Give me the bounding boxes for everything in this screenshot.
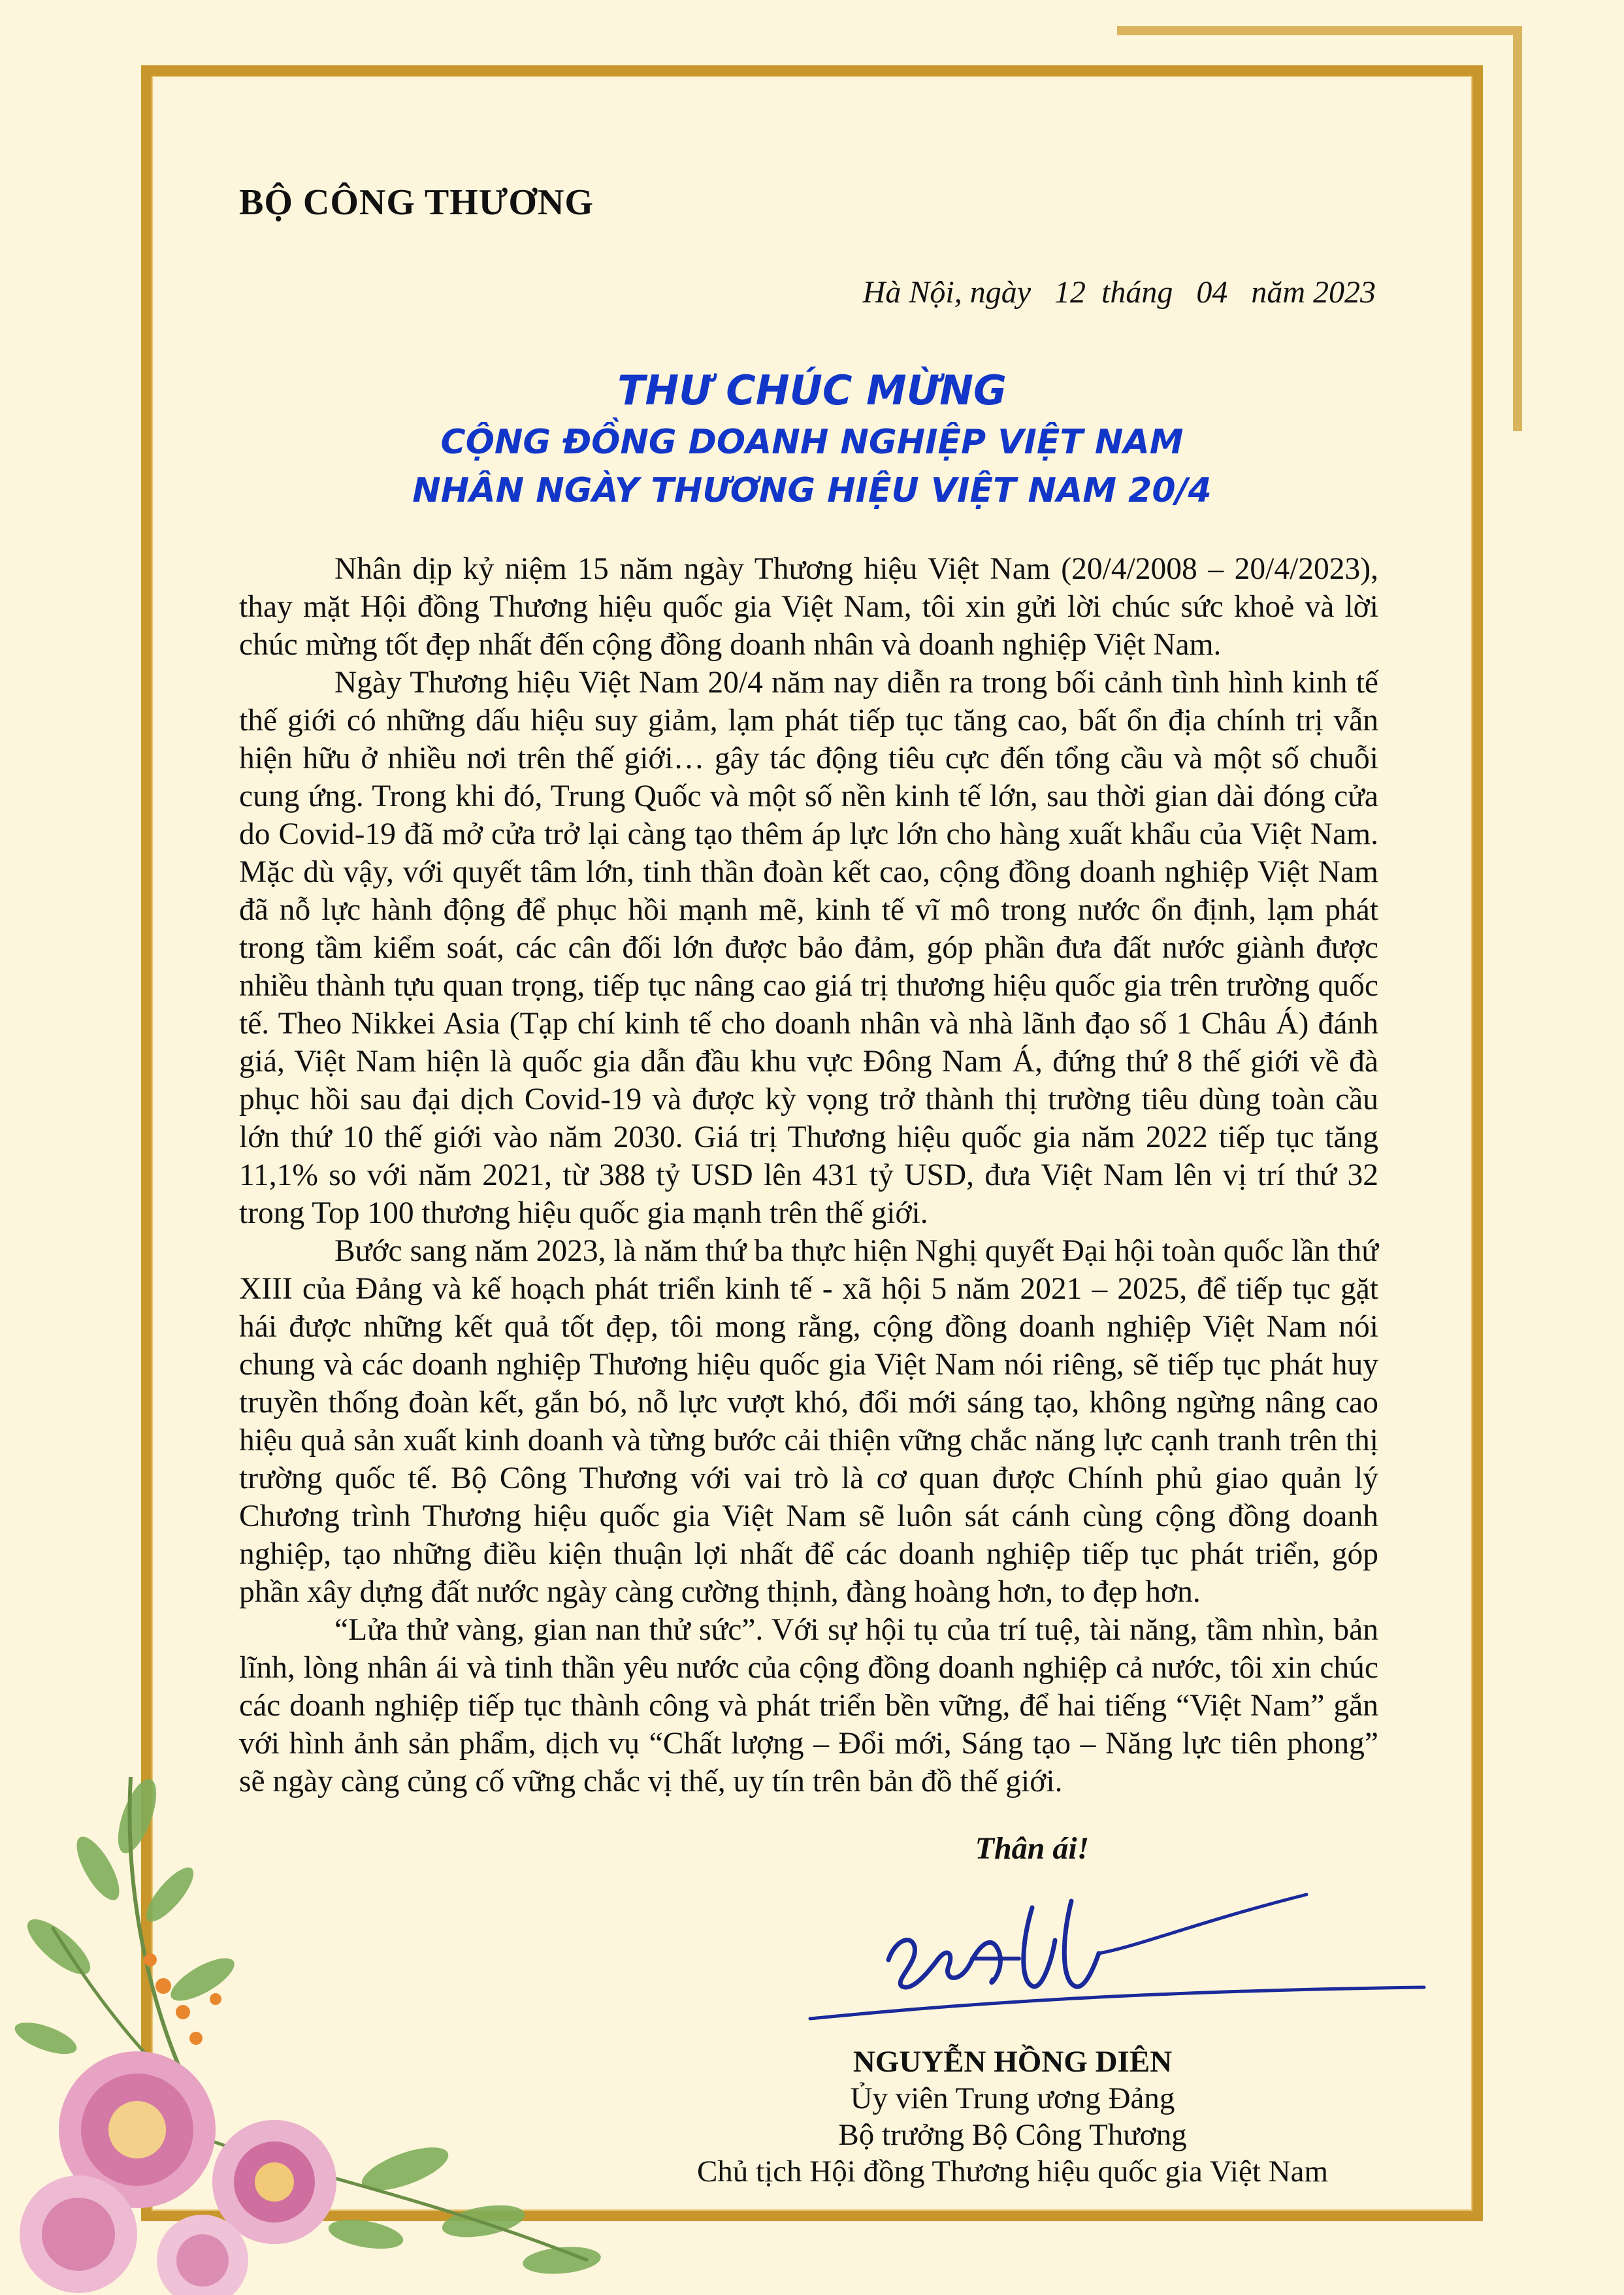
paragraph: Bước sang năm 2023, là năm thứ ba thực hiện Nghị quyết Đại hội toàn quốc lần thứ XIII của Đảng và kế hoạch phát triển kinh tế - xã hội 5 năm 2021 – 2025, để tiếp tục gặt hái được những kết quả tốt đẹp, tôi mong rằng, cộng đồng doanh nghiệp Việt Nam nói chung và các doanh nghiệp Thương hiệu quốc gia Việt Nam nói riêng, sẽ tiếp tục phát huy truyền thống đoàn kết, gắn bó, nỗ lực vượt khó, đổi mới sáng tạo, không ngừng nâng cao hiệu quả sản xuất kinh doanh và từng bước cải thiện vững chắc năng lực cạnh tranh trên thị trường quốc tế. Bộ Công Thương với vai trò là cơ quan được Chính phủ giao quản lý Chương trình Thương hiệu quốc gia Việt Nam sẽ luôn sát cánh cùng cộng đồng doanh nghiệp, tạo những điều kiện thuận lợi nhất để các doanh nghiệp tiếp tục phát triển, góp phần xây dựng đất nước ngày càng cường thịnh, đàng hoàng hơn, to đẹp hơn. [239,1234,1378,1609]
paragraph: Ngày Thương hiệu Việt Nam 20/4 năm nay diễn ra trong bối cảnh tình hình kinh tế thế giới có những dấu hiệu suy giảm, lạm phát tiếp tục tăng cao, bất ổn địa chính trị vẫn hiện hữu ở nhiều nơi trên thế giới… gây tác động tiêu cực đến tổng cầu và một số chuỗi cung ứng. Trong khi đó, Trung Quốc và một số nền kinh tế lớn, sau thời gian dài đóng cửa do Covid-19 đã mở cửa trở lại càng tạo thêm áp lực lớn cho hàng xuất khẩu của Việt Nam. Mặc dù vậy, với quyết tâm lớn, tinh thần đoàn kết cao, cộng đồng doanh nghiệp Việt Nam đã nỗ lực hành động để phục hồi mạnh mẽ, kinh tế vĩ mô trong nước ổn định, lạm phát trong tầm kiểm soát, các cân đối lớn được bảo đảm, góp phần đưa đất nước giành được nhiều thành tựu quan trọng, tiếp tục nâng cao giá trị thương hiệu quốc gia trên trường quốc tế. Theo Nikkei Asia (Tạp chí kinh tế cho doanh nhân và nhà lãnh đạo số 1 Châu Á) đánh giá, Việt Nam hiện là quốc gia dẫn đầu khu vực Đông Nam Á, đứng thứ 8 thế giới về đà phục hồi sau đại dịch Covid-19 và được kỳ vọng trở thành thị trường tiêu dùng toàn cầu lớn thứ 10 thế giới vào năm 2030. Giá trị Thương hiệu quốc gia năm 2022 tiếp tục tăng 11,1% so với năm 2021, từ 388 tỷ USD lên 431 tỷ USD, đưa Việt Nam lên vị trí thứ 32 trong Top 100 thương hiệu quốc gia mạnh trên thế giới. [239,666,1378,1230]
signer-title: Bộ trưởng Bộ Công Thương [838,2118,1187,2152]
letter-title [0,363,1624,515]
date-line: Hà Nội, ngày 12 tháng 04 năm 2023 [862,275,1376,310]
title-line-2: CỘNG ĐỒNG DOANH NGHIỆP VIỆT NAM [440,423,1184,462]
paragraph: “Lửa thử vàng, gian nan thử sức”. Với sự hội tụ của trí tuệ, tài năng, tầm nhìn, bản lĩnh, lòng nhân ái và tinh thần yêu nước của cộng đồng doanh nghiệp cả nước, tôi xin chúc các doanh nghiệp tiếp tục thành công và phát triển bền vững, để hai tiếng “Việt Nam” gắn với hình ảnh sản phẩm, dịch vụ “Chất lượng – Đổi mới, Sáng tạo – Năng lực tiên phong” sẽ ngày càng củng cố vững chắc vị thế, uy tín trên bản đồ thế giới. [239,1613,1378,1799]
signature-image [797,1881,1437,2038]
closing-salutation: Thân ái! [975,1831,1090,1866]
title-line-1: THƯ CHÚC MỪNG [617,366,1007,414]
floral-decoration [0,1764,627,2295]
signer-block [653,2043,1372,2190]
ministry-name: BỘ CÔNG THƯƠNG [239,182,594,223]
title-line-3: NHÂN NGÀY THƯƠNG HIỆU VIỆT NAM 20/4 [412,471,1212,510]
signer-name: NGUYỄN HỒNG DIÊN [853,2045,1173,2079]
signer-title: Ủy viên Trung ương Đảng [850,2081,1175,2115]
signer-title: Chủ tịch Hội đồng Thương hiệu quốc gia Việt Nam [696,2155,1329,2189]
paragraph: Nhân dịp kỷ niệm 15 năm ngày Thương hiệu Việt Nam (20/4/2008 – 20/4/2023), thay mặt Hội đồng Thương hiệu quốc gia Việt Nam, tôi xin gửi lời chúc sức khoẻ và lời chúc mừng tốt đẹp nhất đến cộng đồng doanh nhân và doanh nghiệp Việt Nam. [239,552,1378,662]
letter-body [239,550,1378,1800]
